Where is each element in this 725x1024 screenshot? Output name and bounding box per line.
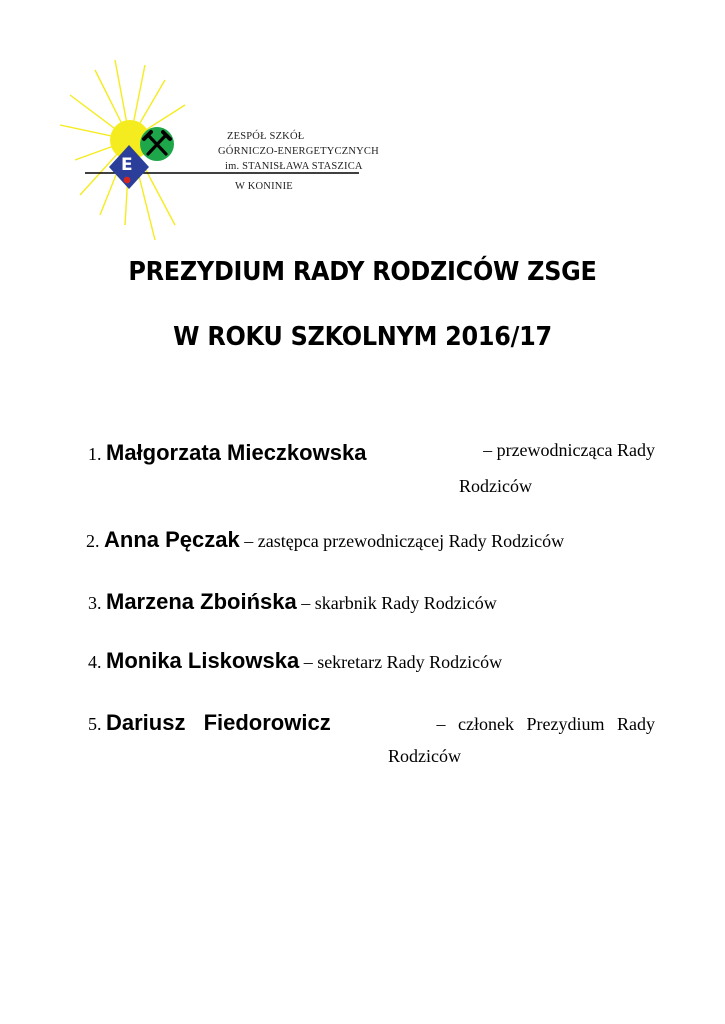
logo-line-1: ZESPÓŁ SZKÓŁ <box>227 131 305 142</box>
logo-letter: E <box>121 155 133 175</box>
member-name: Dariusz Fiedorowicz <box>106 710 331 735</box>
member-item <box>88 589 655 615</box>
member-item <box>88 710 655 766</box>
school-logo <box>55 55 379 245</box>
member-number: 4. <box>88 652 102 672</box>
member-name: Monika Liskowska <box>106 648 300 673</box>
member-role: – sekretarz Rady Rodziców <box>303 652 503 672</box>
member-name: Małgorzata Mieczkowska <box>106 440 367 465</box>
red-dot <box>124 177 131 184</box>
member-number: 2. <box>86 531 100 551</box>
member-role: – członek Prezydium Rady <box>436 714 655 734</box>
member-number: 3. <box>88 593 102 613</box>
member-name: Anna Pęczak <box>104 527 240 552</box>
member-item <box>88 648 655 674</box>
member-role-continuation: Rodziców <box>388 746 461 766</box>
logo-line-4: W KONINIE <box>235 181 293 192</box>
page-title-line-1: PREZYDIUM RADY RODZICÓW ZSGE <box>128 257 597 287</box>
page-title-line-2: W ROKU SZKOLNYM 2016/17 <box>173 322 552 352</box>
member-role: – przewodnicząca Rady <box>483 440 655 460</box>
logo-line-3: im. STANISŁAWA STASZICA <box>225 161 363 172</box>
member-name: Marzena Zboińska <box>106 589 297 614</box>
member-number: 1. <box>88 444 102 464</box>
member-number: 5. <box>88 714 102 734</box>
logo-line-2: GÓRNICZO-ENERGETYCZNYCH <box>218 146 379 157</box>
member-role-continuation: Rodziców <box>459 476 532 496</box>
member-role: – skarbnik Rady Rodziców <box>301 593 497 613</box>
member-item <box>86 527 653 553</box>
member-role: – zastępca przewodniczącej Rady Rodziców <box>244 531 565 551</box>
member-item <box>88 440 655 496</box>
